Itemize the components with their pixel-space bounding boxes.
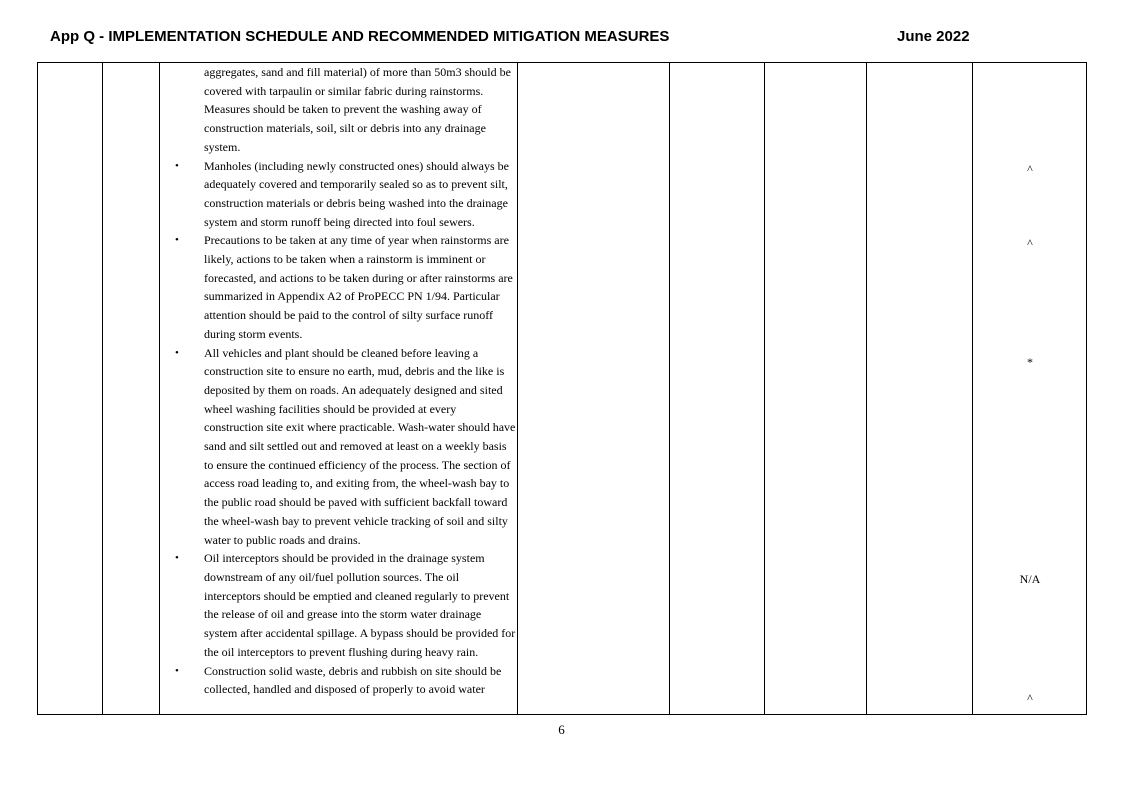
bullet: • [175, 664, 179, 677]
measure-item [160, 63, 516, 157]
implementation-status: * [1027, 355, 1033, 369]
bullet: • [175, 552, 179, 565]
page-number: 6 [558, 722, 565, 737]
column-divider [669, 62, 670, 715]
mitigation-measures-list [160, 63, 516, 699]
page-title: App Q - IMPLEMENTATION SCHEDULE AND RECOMMENDED MITIGATION MEASURES [50, 28, 670, 45]
measure-item [160, 344, 516, 550]
column-divider [866, 62, 867, 715]
measure-item [160, 231, 516, 343]
column-divider [102, 62, 103, 715]
column-divider [972, 62, 973, 715]
measure-text: Precautions to be taken at any time of year when rainstorms are likely, actions to be taken when a rainstorm is imminent or forecasted, and actions to be taken during or after rainstorms are summarized in Appendix A2 of ProPECC PN 1/94. Particular attention should be paid to the control of silty surface runoff during storm events. [204, 233, 513, 341]
measure-item [160, 662, 516, 699]
measure-text: Oil interceptors should be provided in the drainage system downstream of any oil/fuel pollution sources. The oil interceptors should be emptied and cleaned regularly to prevent the release of oil and grease into the storm water drainage system after accidental spillage. A bypass should be provided for the oil interceptors to prevent flushing during heavy rain. [204, 551, 516, 659]
measure-item [160, 549, 516, 661]
column-divider [517, 62, 518, 715]
implementation-status: ^ [1027, 691, 1033, 705]
bullet: • [175, 346, 179, 359]
measure-text: Manholes (including newly constructed ones) should always be adequately covered and temporarily sealed so as to prevent silt, construction materials or debris being washed into the drainage system and storm runoff being directed into foul sewers. [204, 158, 509, 229]
document-date: June 2022 [897, 28, 970, 45]
measure-text: aggregates, sand and fill material) of more than 50m3 should be covered with tarpaulin or similar fabric during rainstorms. Measures should be taken to prevent the washing away of construction materials, soil, silt or debris into any drainage system. [204, 65, 511, 154]
bullet: • [175, 234, 179, 247]
implementation-status: ^ [1027, 236, 1033, 250]
measure-item [160, 157, 516, 232]
column-divider [764, 62, 765, 715]
measure-text: All vehicles and plant should be cleaned before leaving a construction site to ensure no earth, mud, debris and the like is deposited by them on roads. An adequately designed and sited wheel washing facilities should be provided at every construction site exit where practicable. Wash-water should have sand and silt settled out and removed at least on a weekly basis to ensure the continued efficiency of the process. The section of access road leading to, and exiting from, the wheel-wash bay to the public road should be paved with sufficient backfall toward the wheel-wash bay to prevent vehicle tracking of soil and silty water to public roads and drains. [204, 345, 516, 547]
implementation-status: N/A [1019, 572, 1041, 586]
implementation-status: ^ [1027, 162, 1033, 176]
measure-text: Construction solid waste, debris and rubbish on site should be collected, handled and disposed of properly to avoid water [204, 663, 502, 697]
bullet: • [175, 159, 179, 172]
